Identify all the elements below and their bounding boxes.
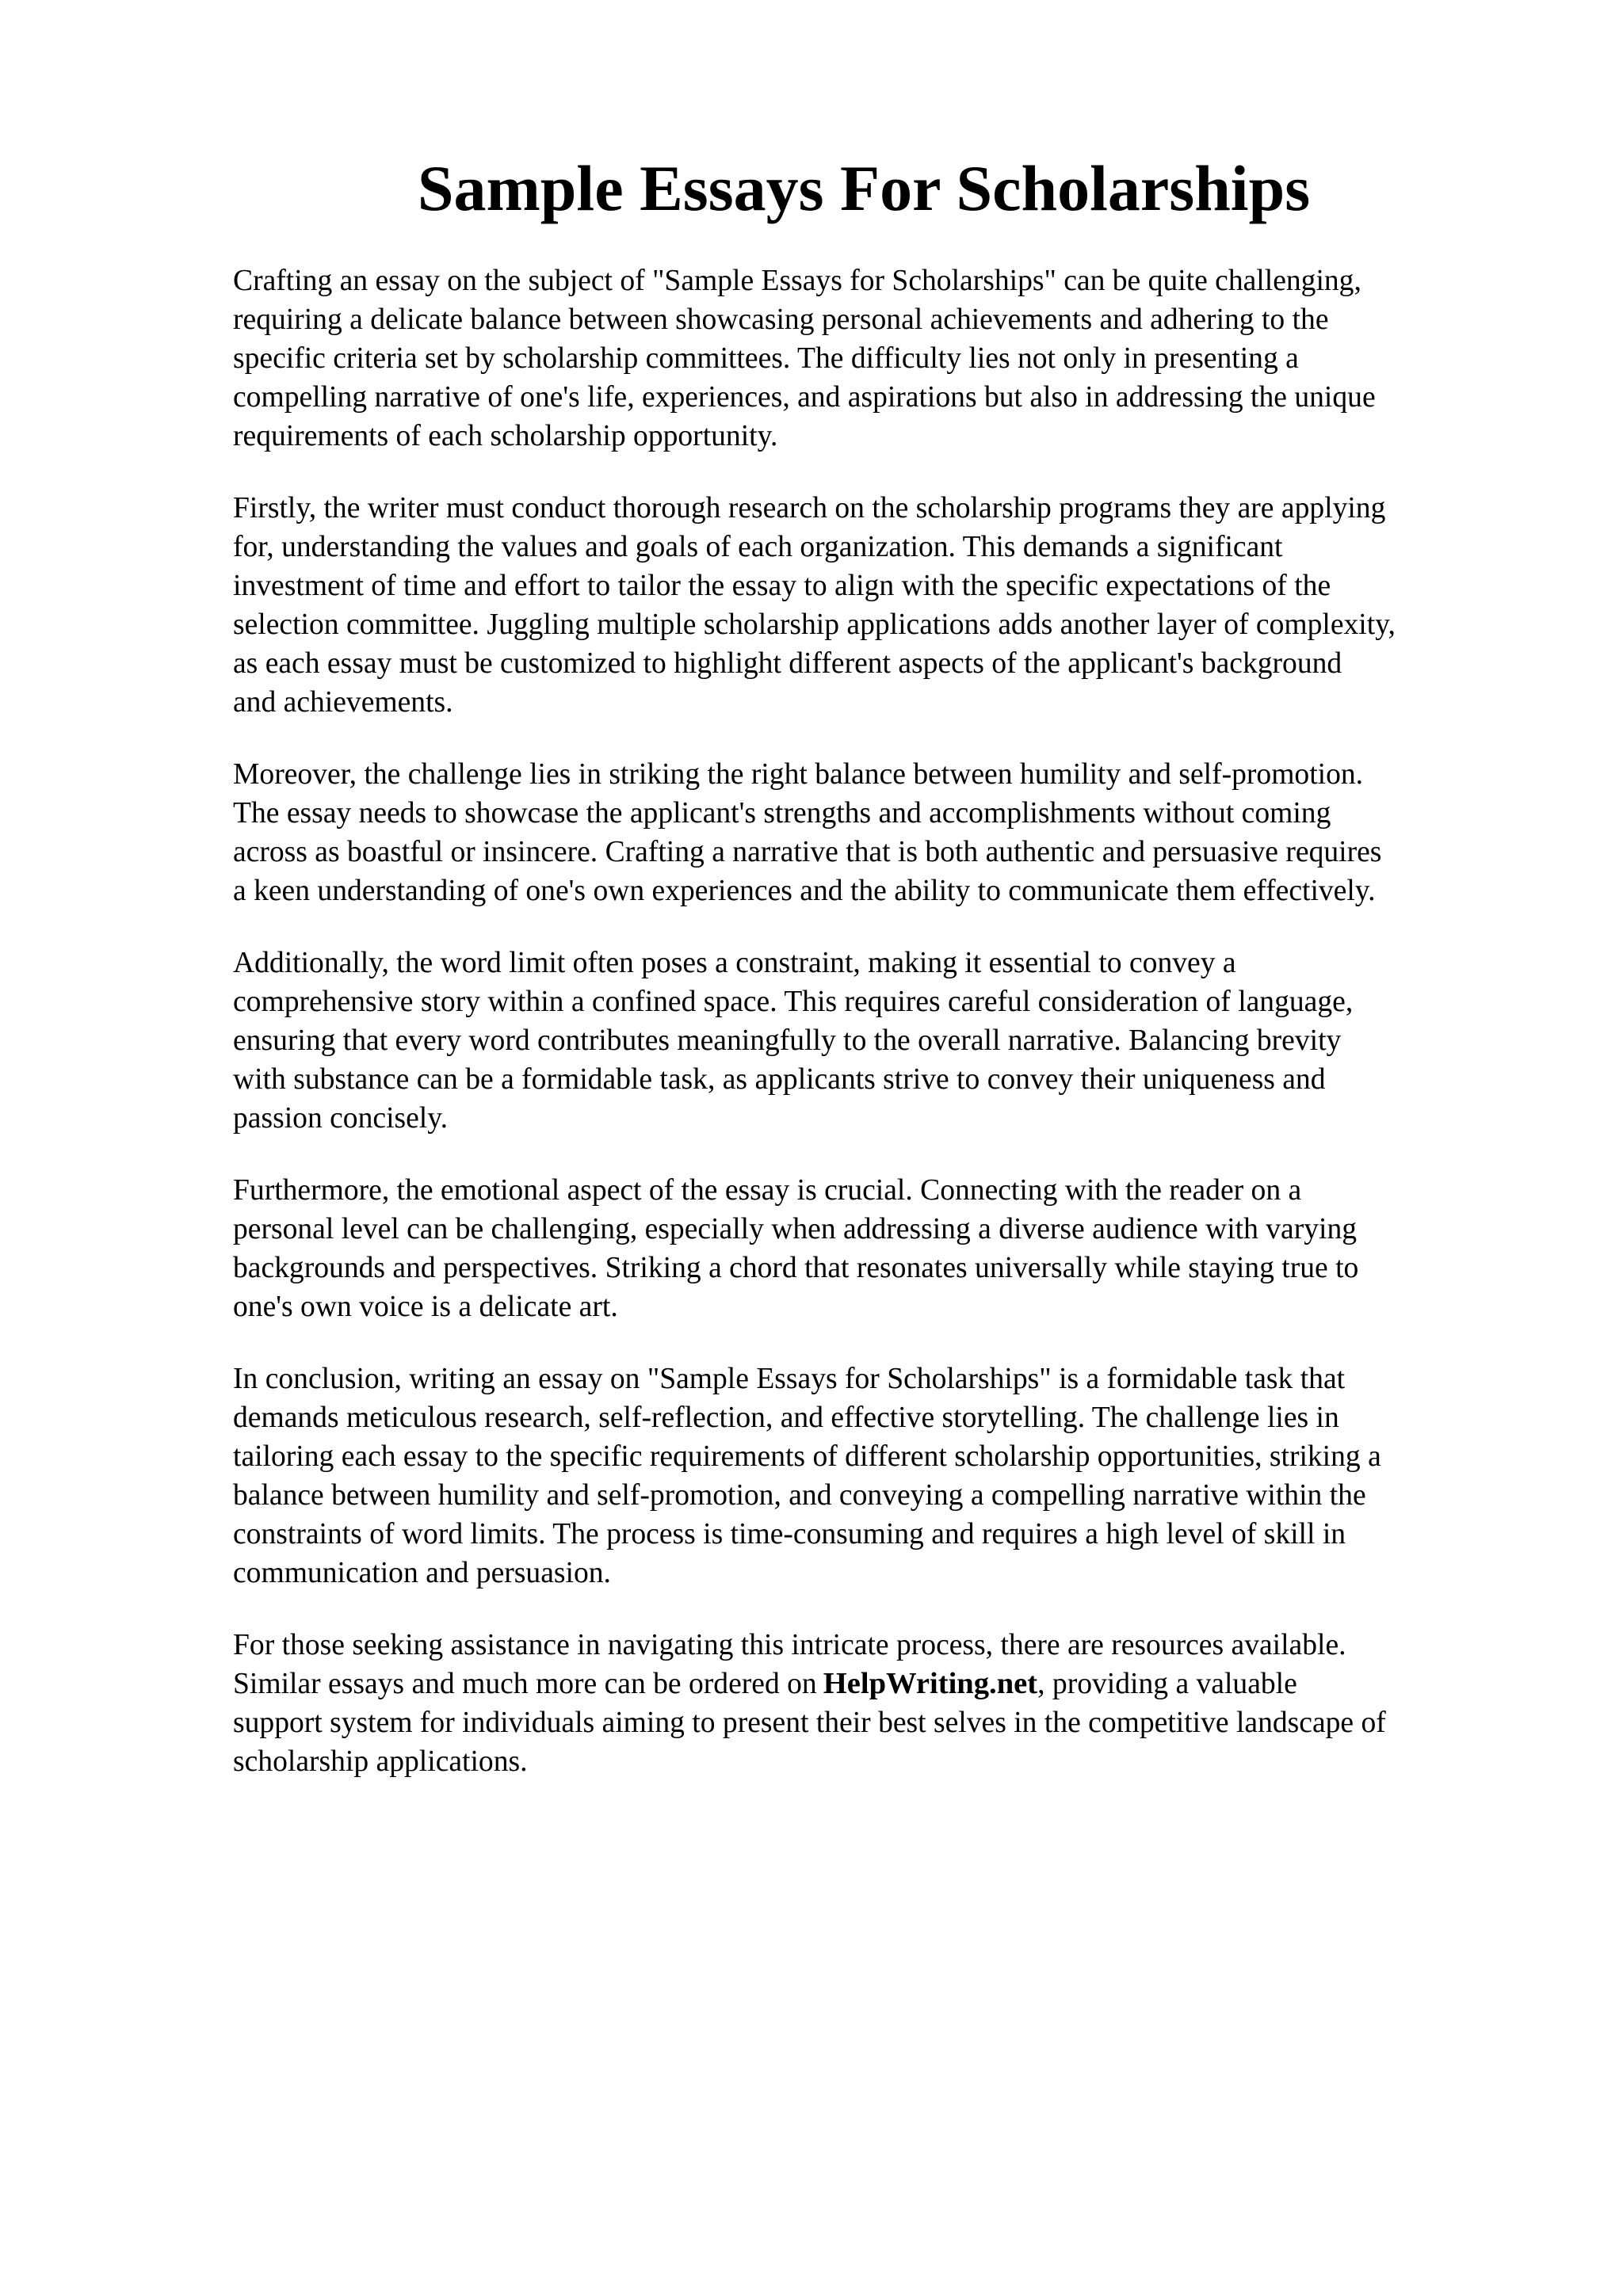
- text-line: In conclusion, writing an essay on "Sample Essays for Scholarships" is a formidable task that: [233, 1363, 1346, 1395]
- text-line: requiring a delicate balance between showcasing personal achievements and adhering to the: [233, 303, 1329, 336]
- text-line: constraints of word limits. The process is time-consuming and requires a high level of skill in: [233, 1518, 1346, 1550]
- text-line: scholarship applications.: [233, 1745, 528, 1778]
- text-line: as each essay must be customized to highlight different aspects of the applicant's background: [233, 647, 1342, 680]
- text-line: comprehensive story within a confined space. This requires careful consideration of language,: [233, 986, 1354, 1018]
- text-segment: , providing a valuable: [1037, 1668, 1297, 1700]
- closing-paragraph: [233, 1626, 1533, 1781]
- text-line: Crafting an essay on the subject of "Sample Essays for Scholarships" can be quite challenging,: [233, 265, 1361, 297]
- text-line: compelling narrative of one's life, experiences, and aspirations but also in addressing the unique: [233, 381, 1376, 414]
- paragraph-3: [233, 755, 1533, 910]
- paragraph-1: [233, 261, 1533, 456]
- text-line: Moreover, the challenge lies in striking the right balance between humility and self-promotion.: [233, 758, 1364, 791]
- text-line: demands meticulous research, self-reflection, and effective storytelling. The challenge lies in: [233, 1402, 1339, 1434]
- text-line: specific criteria set by scholarship committees. The difficulty lies not only in presenting a: [233, 342, 1299, 375]
- text-line: For those seeking assistance in navigating this intricate process, there are resources available.: [233, 1629, 1346, 1661]
- brand-name: HelpWriting.net: [823, 1667, 1038, 1700]
- essay-body: [233, 261, 1533, 1814]
- paragraph-4: [233, 944, 1533, 1138]
- text-line: with substance can be a formidable task, as applicants strive to convey their uniqueness and: [233, 1063, 1326, 1096]
- text-segment: Similar essays and much more can be ordered on: [233, 1668, 817, 1700]
- text-line: support system for individuals aiming to present their best selves in the competitive landscape of: [233, 1707, 1386, 1739]
- page-title: Sample Essays For Scholarships: [417, 152, 1311, 224]
- text-line: tailoring each essay to the specific requirements of different scholarship opportunities, striking a: [233, 1440, 1381, 1473]
- text-line: and achievements.: [233, 686, 453, 719]
- text-line: Firstly, the writer must conduct thorough research on the scholarship programs they are applying: [233, 492, 1386, 524]
- text-line: requirements of each scholarship opportunity.: [233, 420, 778, 452]
- text-line: across as boastful or insincere. Crafting a narrative that is both authentic and persuasive requires: [233, 836, 1382, 868]
- text-line: for, understanding the values and goals of each organization. This demands a significant: [233, 531, 1283, 563]
- paragraph-5: [233, 1171, 1533, 1326]
- text-line: investment of time and effort to tailor the essay to align with the specific expectations of the: [233, 570, 1331, 602]
- text-line: balance between humility and self-promotion, and conveying a compelling narrative within the: [233, 1479, 1366, 1512]
- text-line: a keen understanding of one's own experiences and the ability to communicate them effectively.: [233, 875, 1376, 907]
- text-line: backgrounds and perspectives. Striking a chord that resonates universally while staying true to: [233, 1252, 1359, 1284]
- text-line: Furthermore, the emotional aspect of the essay is crucial. Connecting with the reader on a: [233, 1174, 1302, 1207]
- text-line: personal level can be challenging, especially when addressing a diverse audience with varying: [233, 1213, 1358, 1245]
- text-line: passion concisely.: [233, 1102, 448, 1135]
- text-line: The essay needs to showcase the applicant's strengths and accomplishments without coming: [233, 797, 1331, 830]
- text-line: communication and persuasion.: [233, 1557, 611, 1589]
- text-line: ensuring that every word contributes meaningfully to the overall narrative. Balancing brevity: [233, 1024, 1342, 1057]
- text-line: Additionally, the word limit often poses a constraint, making it essential to convey a: [233, 947, 1236, 979]
- paragraph-2: [233, 489, 1533, 722]
- text-line: selection committee. Juggling multiple scholarship applications adds another layer of complexity,: [233, 608, 1396, 641]
- text-line: one's own voice is a delicate art.: [233, 1291, 618, 1323]
- text-line-with-brand: [233, 1665, 1533, 1703]
- paragraph-6: [233, 1360, 1533, 1592]
